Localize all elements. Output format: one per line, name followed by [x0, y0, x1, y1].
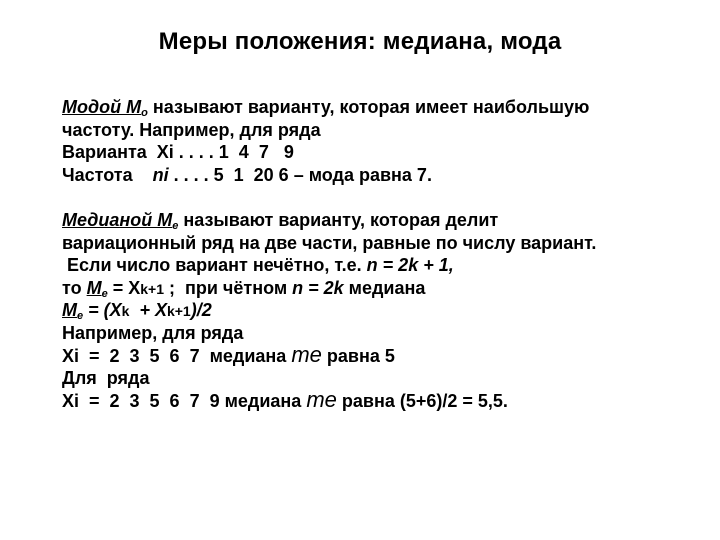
formula-plus: + X	[129, 300, 167, 320]
median-example-2-label: Для ряда	[62, 367, 150, 388]
formula-end: )/2	[190, 300, 212, 320]
then-pre: то	[62, 277, 87, 298]
median-def-1: называют варианту, которая делит	[178, 210, 499, 230]
formula-k1: k+1	[166, 303, 191, 319]
median-term-sub: e	[172, 220, 179, 232]
then-eq: = X	[107, 277, 141, 298]
median-odd-line	[62, 254, 702, 277]
ex1-series: Xi = 2 3 5 6 7 медиана	[62, 346, 292, 366]
median-definition-line-2: вариационный ряд на две части, равные по числу вариант.	[62, 232, 597, 253]
ex2-result: равна (5+6)/2 = 5,5.	[336, 391, 508, 411]
mode-term-text: Модой M	[62, 97, 142, 117]
even-pre: ; при чётном	[163, 277, 293, 298]
slide-body	[62, 96, 702, 412]
formula-median-symbol	[62, 300, 83, 320]
ex2-series: Xi = 2 3 5 6 7 9 медиана	[62, 391, 307, 411]
mode-term-sub: o	[141, 107, 148, 119]
mode-term	[62, 97, 148, 117]
median-term	[62, 210, 178, 230]
ex1-me: me	[291, 342, 322, 367]
odd-formula: n = 2k + 1,	[366, 255, 454, 275]
slide-title: Меры положения: медиана, мода	[158, 28, 562, 55]
mode-definition-line-2: частоту. Например, для ряда	[62, 119, 321, 140]
then-index: k+1	[140, 280, 164, 297]
mode-definition-line-1	[62, 96, 702, 119]
mode-variant-row: Варианта Xi . . . . 1 4 7 9	[62, 142, 294, 162]
median-definition-line-1	[62, 209, 702, 232]
odd-text: Если число вариант нечётно, т.е.	[62, 255, 367, 275]
formula-k: k	[121, 303, 130, 319]
even-post: медиана	[343, 277, 426, 298]
median-example-label: Например, для ряда	[62, 322, 244, 343]
freq-values: . . . . 5 1 20 6 – мода равна 7.	[168, 164, 432, 185]
mode-def-1: называют варианту, которая имеет наибольшую	[147, 97, 590, 117]
freq-label: Частота	[62, 164, 153, 185]
median-example-2	[62, 389, 702, 412]
mode-frequency-row	[62, 164, 702, 187]
ex2-me: me	[306, 387, 337, 412]
then-M-sub: e	[101, 287, 108, 300]
median-example-1	[62, 344, 702, 367]
formula-M-sub: e	[77, 310, 84, 322]
then-median-symbol	[87, 278, 108, 298]
ex1-result: равна 5	[321, 346, 395, 366]
then-M: M	[86, 277, 102, 298]
formula-eq: = (X	[83, 300, 122, 320]
median-then-line	[62, 277, 702, 300]
median-term-text: Медианой M	[62, 210, 173, 230]
formula-M: M	[62, 300, 77, 320]
median-even-formula-line	[62, 299, 702, 322]
spacer	[62, 186, 702, 209]
freq-ni: ni	[152, 164, 169, 185]
even-formula: n = 2k	[292, 277, 344, 298]
